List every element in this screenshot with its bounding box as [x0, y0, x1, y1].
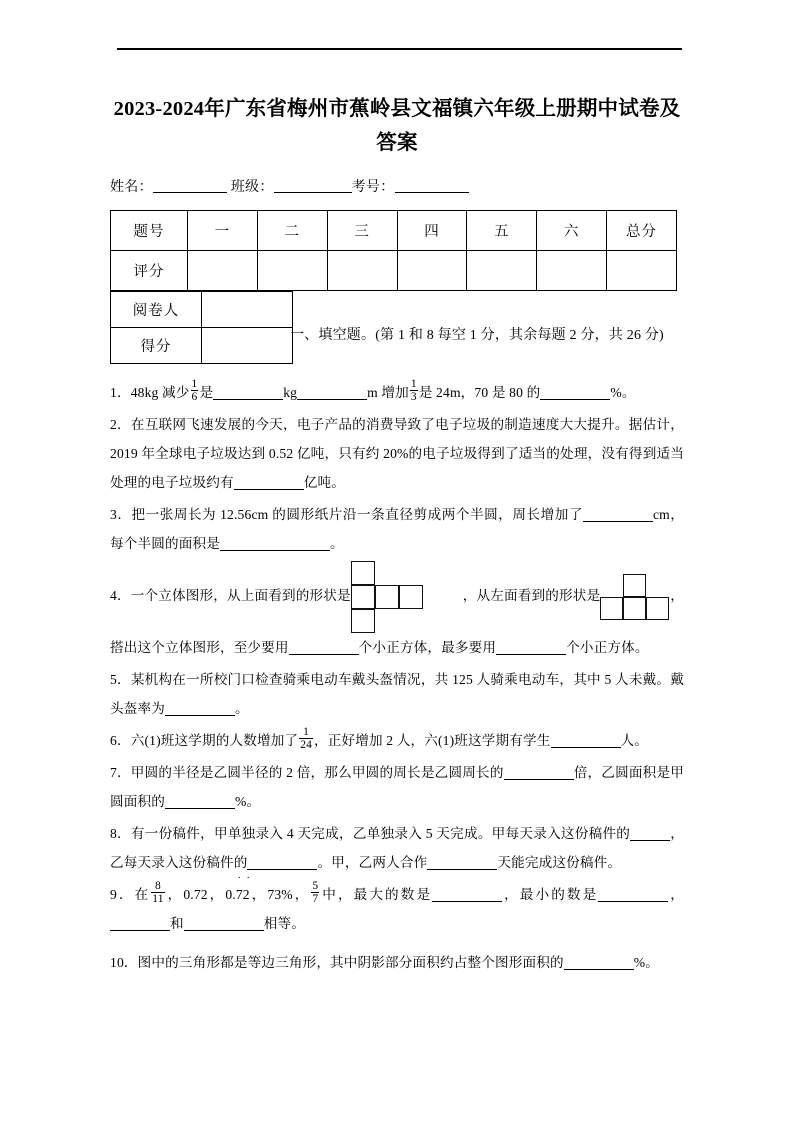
question-text: ．某机构在一所校门口检查骑乘电动车戴头盔情况，共 125 人骑乘电动车，其中 5 人未戴。戴头盔率为 — [110, 672, 684, 716]
marker-score-cell[interactable] — [202, 328, 293, 364]
table-row-header — [111, 211, 677, 251]
question-number: 1 — [110, 385, 117, 400]
score-col-total: 总分 — [607, 211, 677, 251]
question-text: %。 — [610, 385, 636, 400]
header-divider-rule — [117, 48, 682, 50]
question-text: ，0.72， — [165, 887, 226, 902]
answer-blank[interactable] — [297, 399, 367, 400]
table-row — [111, 292, 293, 328]
question-text: ，最小的数是 — [502, 887, 599, 902]
answer-blank[interactable] — [165, 808, 235, 809]
question-3 — [110, 500, 684, 558]
score-cell[interactable] — [257, 251, 327, 291]
answer-blank[interactable] — [427, 869, 497, 870]
question-text: 是 — [199, 385, 214, 400]
class-input-blank[interactable] — [274, 192, 352, 193]
score-cell[interactable] — [607, 251, 677, 291]
question-text: ，乙每天录入这份稿件的 — [110, 826, 684, 870]
fraction-eight-elevenths: $\frac{8}{11}$ — [152, 880, 164, 906]
question-text: ．六(1)班这学期的人数增加了 — [116, 733, 299, 748]
question-4 — [110, 561, 684, 662]
question-text: ．把一张周长为 12.56cm 的圆形纸片沿一条直径剪成两个半圆，周长增加了 — [116, 507, 583, 522]
marker-label: 阅卷人 — [111, 292, 202, 328]
unit-m: m 增加 — [367, 385, 409, 400]
section-one-header — [110, 291, 684, 364]
score-col-3: 三 — [327, 211, 397, 251]
question-number: 7 — [110, 765, 117, 780]
question-number: 5 — [110, 672, 117, 687]
table-row — [111, 328, 293, 364]
question-text: ， — [668, 887, 684, 902]
repeating-decimal: · · 0.72 — [225, 872, 251, 902]
answer-blank[interactable] — [564, 969, 634, 970]
question-text: %。 — [234, 794, 261, 809]
page-title: 2023-2024年广东省梅州市蕉岭县文福镇六年级上册期中试卷及答案 — [113, 98, 681, 154]
question-10 — [110, 948, 684, 977]
marker-table — [110, 291, 293, 364]
question-text: ．在互联网飞速发展的今天，电子产品的消费导致了电子垃圾的制造速度大大提升。据估计，2019 年全球电子垃圾达到 0.52 亿吨，只有约 20%的电子垃圾得到了适当的处理，没有得到适当处理的电子垃圾约有 — [110, 417, 684, 490]
question-text: ．图中的三角形都是等边三角形，其中阴影部分面积约占整个图形面积的 — [123, 955, 564, 970]
question-number: 9 — [110, 887, 117, 902]
exam-id-input-blank[interactable] — [395, 192, 469, 193]
answer-blank[interactable] — [630, 840, 670, 841]
question-text: 个小正方体，最多要用 — [358, 640, 497, 655]
section-heading: 一、填空题。(第 1 和 8 每空 1 分，其余每题 2 分，共 26 分) — [290, 328, 664, 343]
answer-blank[interactable] — [184, 930, 264, 931]
question-number: 2 — [110, 417, 117, 432]
score-col-5: 五 — [467, 211, 537, 251]
score-cell[interactable] — [537, 251, 607, 291]
question-number: 6 — [110, 733, 117, 748]
answer-blank[interactable] — [583, 521, 653, 522]
answer-blank[interactable] — [289, 654, 359, 655]
answer-blank[interactable] — [504, 779, 574, 780]
marker-value-cell[interactable] — [202, 292, 293, 328]
left-view-shape-figure — [600, 574, 670, 621]
class-label: 班级： — [230, 180, 274, 195]
score-col-6: 六 — [537, 211, 607, 251]
question-text: 个小正方体。 — [566, 640, 649, 655]
question-number: 10 — [110, 955, 124, 970]
fraction-five-sevenths: $\frac{5}{7}$ — [312, 880, 319, 906]
score-table-row-label: 评分 — [111, 251, 188, 291]
question-text: 亿吨。 — [303, 475, 345, 490]
answer-blank[interactable] — [598, 901, 668, 902]
answer-blank[interactable] — [234, 489, 304, 490]
question-text: ．一个立体图形，从上面看到的形状是 — [116, 588, 351, 604]
score-col-4: 四 — [397, 211, 467, 251]
question-text: ，73%， — [249, 887, 311, 902]
question-text: 。甲，乙两人合作 — [317, 855, 428, 870]
exam-id-label: 考号： — [351, 180, 395, 195]
unit-kg: kg — [283, 385, 298, 400]
question-2 — [110, 410, 684, 497]
question-text: ，从左面看到的形状是 — [462, 588, 601, 604]
question-text: 。 — [234, 701, 249, 716]
answer-blank[interactable] — [110, 930, 170, 931]
answer-blank[interactable] — [432, 901, 502, 902]
answer-blank[interactable] — [220, 550, 330, 551]
score-cell[interactable] — [467, 251, 537, 291]
question-text: 。 — [329, 536, 344, 551]
question-text: 中，最大的数是 — [320, 887, 433, 902]
student-info-line — [110, 178, 684, 198]
name-input-blank[interactable] — [153, 192, 227, 193]
questions-list — [110, 378, 684, 977]
score-col-2: 二 — [257, 211, 327, 251]
fraction-one-sixth: $\frac{1}{6}$ — [191, 378, 198, 404]
question-text: 和 — [170, 916, 184, 931]
question-9 — [110, 872, 684, 938]
answer-blank[interactable] — [247, 869, 317, 870]
answer-blank[interactable] — [551, 747, 621, 748]
question-6 — [110, 726, 684, 755]
answer-blank[interactable] — [165, 715, 235, 716]
name-label: 姓名： — [110, 180, 153, 195]
question-number: 8 — [110, 826, 117, 841]
question-number: 4 — [110, 588, 117, 604]
question-8 — [110, 819, 684, 877]
question-number: 3 — [110, 507, 117, 522]
question-1 — [110, 378, 684, 407]
question-text: 人。 — [620, 733, 648, 748]
marker-score-label: 得分 — [111, 328, 202, 364]
question-text: 是 24m，70 是 80 的 — [418, 385, 541, 400]
score-table-row-label: 题号 — [111, 211, 188, 251]
fraction-one-third: $\frac{1}{3}$ — [410, 378, 417, 404]
score-table — [110, 210, 677, 291]
question-5 — [110, 665, 684, 723]
table-row-scores — [111, 251, 677, 291]
score-cell[interactable] — [397, 251, 467, 291]
question-text: ，搭出这个立体图形，至少要用 — [110, 588, 684, 655]
question-text: 天能完成这份稿件。 — [497, 855, 622, 870]
question-text: ，正好增加 2 人，六(1)班这学期有学生 — [314, 733, 551, 748]
top-view-shape-figure — [351, 561, 419, 633]
answer-blank[interactable] — [213, 399, 283, 400]
question-text: %。 — [633, 955, 659, 970]
score-col-1: 一 — [188, 211, 258, 251]
question-text: 倍，乙圆面积是甲圆面积的 — [110, 765, 685, 809]
fraction-one-twentyfourth: $\frac{1}{24}$ — [300, 726, 312, 752]
question-text: ．在 — [116, 887, 151, 902]
question-text: ．48kg 减少 — [116, 385, 190, 400]
answer-blank[interactable] — [540, 399, 610, 400]
question-text: ．甲圆的半径是乙圆半径的 2 倍，那么甲圆的周长是乙圆周长的 — [116, 765, 504, 780]
score-cell[interactable] — [188, 251, 258, 291]
score-cell[interactable] — [327, 251, 397, 291]
question-7 — [110, 758, 684, 816]
question-text: 相等。 — [263, 916, 305, 931]
question-text: ．有一份稿件，甲单独录入 4 天完成，乙单独录入 5 天完成。甲每天录入这份稿件的 — [116, 826, 631, 841]
answer-blank[interactable] — [496, 654, 566, 655]
question-text: cm，每个半圆的面积是 — [110, 507, 684, 551]
